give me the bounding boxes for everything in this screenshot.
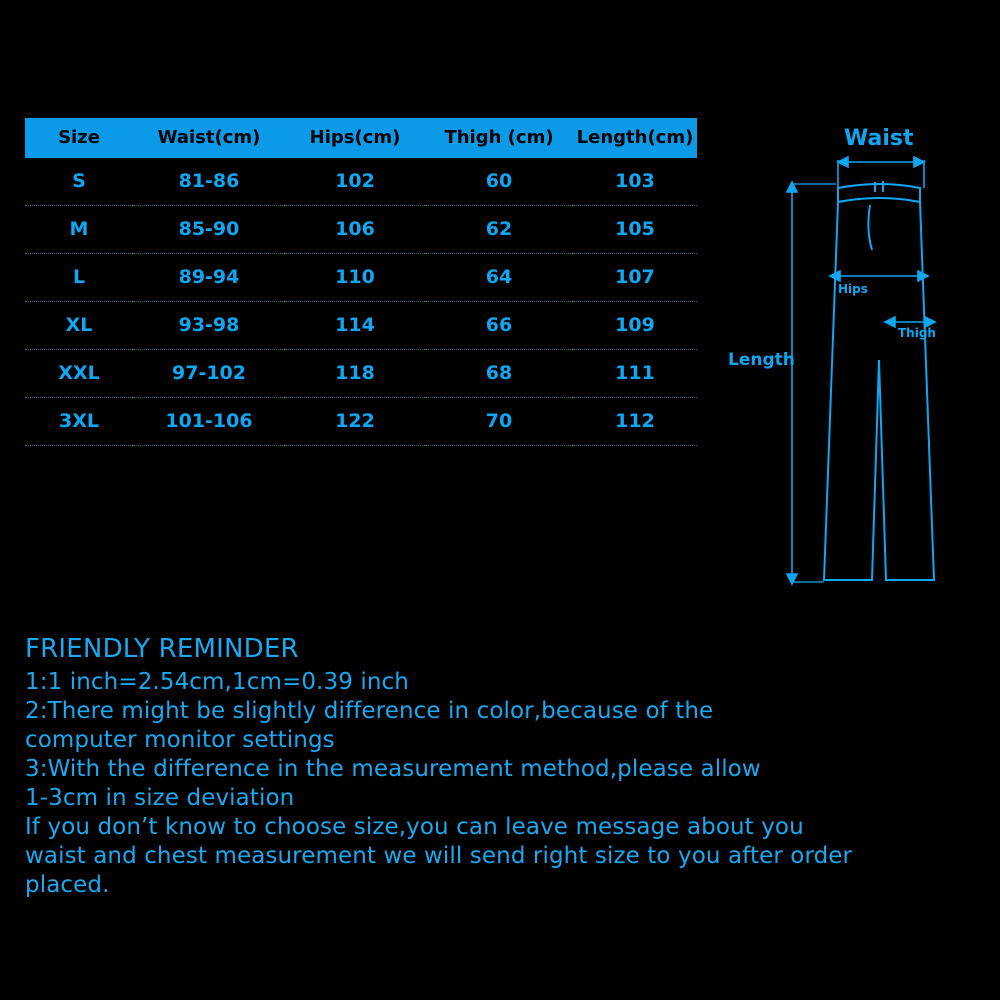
diagram-label-length: Length	[728, 350, 795, 370]
column-header-size: Size	[25, 118, 133, 158]
cell-size: L	[25, 254, 133, 302]
cell-thigh: 62	[425, 206, 573, 254]
cell-waist: 85-90	[133, 206, 285, 254]
length-measure-arrow	[787, 182, 836, 584]
friendly-reminder-block	[25, 632, 955, 900]
table-row	[25, 206, 697, 254]
column-header-waist: Waist(cm)	[133, 118, 285, 158]
cell-thigh: 66	[425, 302, 573, 350]
cell-waist: 89-94	[133, 254, 285, 302]
cell-hips: 110	[285, 254, 425, 302]
table-row	[25, 398, 697, 446]
cell-length: 103	[573, 158, 697, 206]
table-row	[25, 302, 697, 350]
cell-hips: 114	[285, 302, 425, 350]
cell-waist: 93-98	[133, 302, 285, 350]
waistband-shape	[838, 184, 920, 202]
cell-hips: 122	[285, 398, 425, 446]
cell-length: 112	[573, 398, 697, 446]
reminder-line: 1:1 inch=2.54cm,1cm=0.39 inch	[25, 669, 409, 695]
size-chart-table-body	[25, 158, 697, 446]
size-chart-table	[25, 118, 697, 446]
cell-thigh: 60	[425, 158, 573, 206]
reminder-title: FRIENDLY REMINDER	[25, 634, 299, 664]
pants-measurement-diagram	[720, 110, 990, 620]
reminder-line: If you don’t know to choose size,you can leave message about you	[25, 814, 804, 840]
diagram-label-waist: Waist	[844, 126, 914, 151]
reminder-line: 3:With the difference in the measurement method,please allow	[25, 756, 761, 782]
cell-length: 105	[573, 206, 697, 254]
cell-length: 107	[573, 254, 697, 302]
cell-hips: 102	[285, 158, 425, 206]
cell-waist: 101-106	[133, 398, 285, 446]
diagram-label-thigh: Thigh	[898, 326, 936, 340]
cell-thigh: 68	[425, 350, 573, 398]
cell-size: XL	[25, 302, 133, 350]
cell-size: M	[25, 206, 133, 254]
cell-waist: 97-102	[133, 350, 285, 398]
reminder-line: waist and chest measurement we will send right size to you after order	[25, 843, 853, 869]
size-chart-table-head	[25, 118, 697, 158]
reminder-line: 1-3cm in size deviation	[25, 785, 295, 811]
pants-body-shape	[824, 202, 934, 580]
cell-waist: 81-86	[133, 158, 285, 206]
cell-thigh: 64	[425, 254, 573, 302]
column-header-hips: Hips(cm)	[285, 118, 425, 158]
column-header-length: Length(cm)	[573, 118, 697, 158]
cell-size: S	[25, 158, 133, 206]
hips-measure-arrow	[830, 271, 928, 281]
cell-size: 3XL	[25, 398, 133, 446]
diagram-label-hips: Hips	[838, 282, 868, 296]
cell-hips: 106	[285, 206, 425, 254]
cell-length: 111	[573, 350, 697, 398]
cell-length: 109	[573, 302, 697, 350]
reminder-line: computer monitor settings	[25, 727, 335, 753]
cell-hips: 118	[285, 350, 425, 398]
table-row	[25, 254, 697, 302]
column-header-thigh: Thigh (cm)	[425, 118, 573, 158]
reminder-line: 2:There might be slightly difference in color,because of the	[25, 698, 714, 724]
cell-size: XXL	[25, 350, 133, 398]
table-row	[25, 350, 697, 398]
table-row	[25, 158, 697, 206]
fly-seam	[868, 205, 872, 250]
cell-thigh: 70	[425, 398, 573, 446]
table-header-row	[25, 118, 697, 158]
belt-loop	[875, 181, 883, 192]
reminder-line: placed.	[25, 872, 110, 898]
